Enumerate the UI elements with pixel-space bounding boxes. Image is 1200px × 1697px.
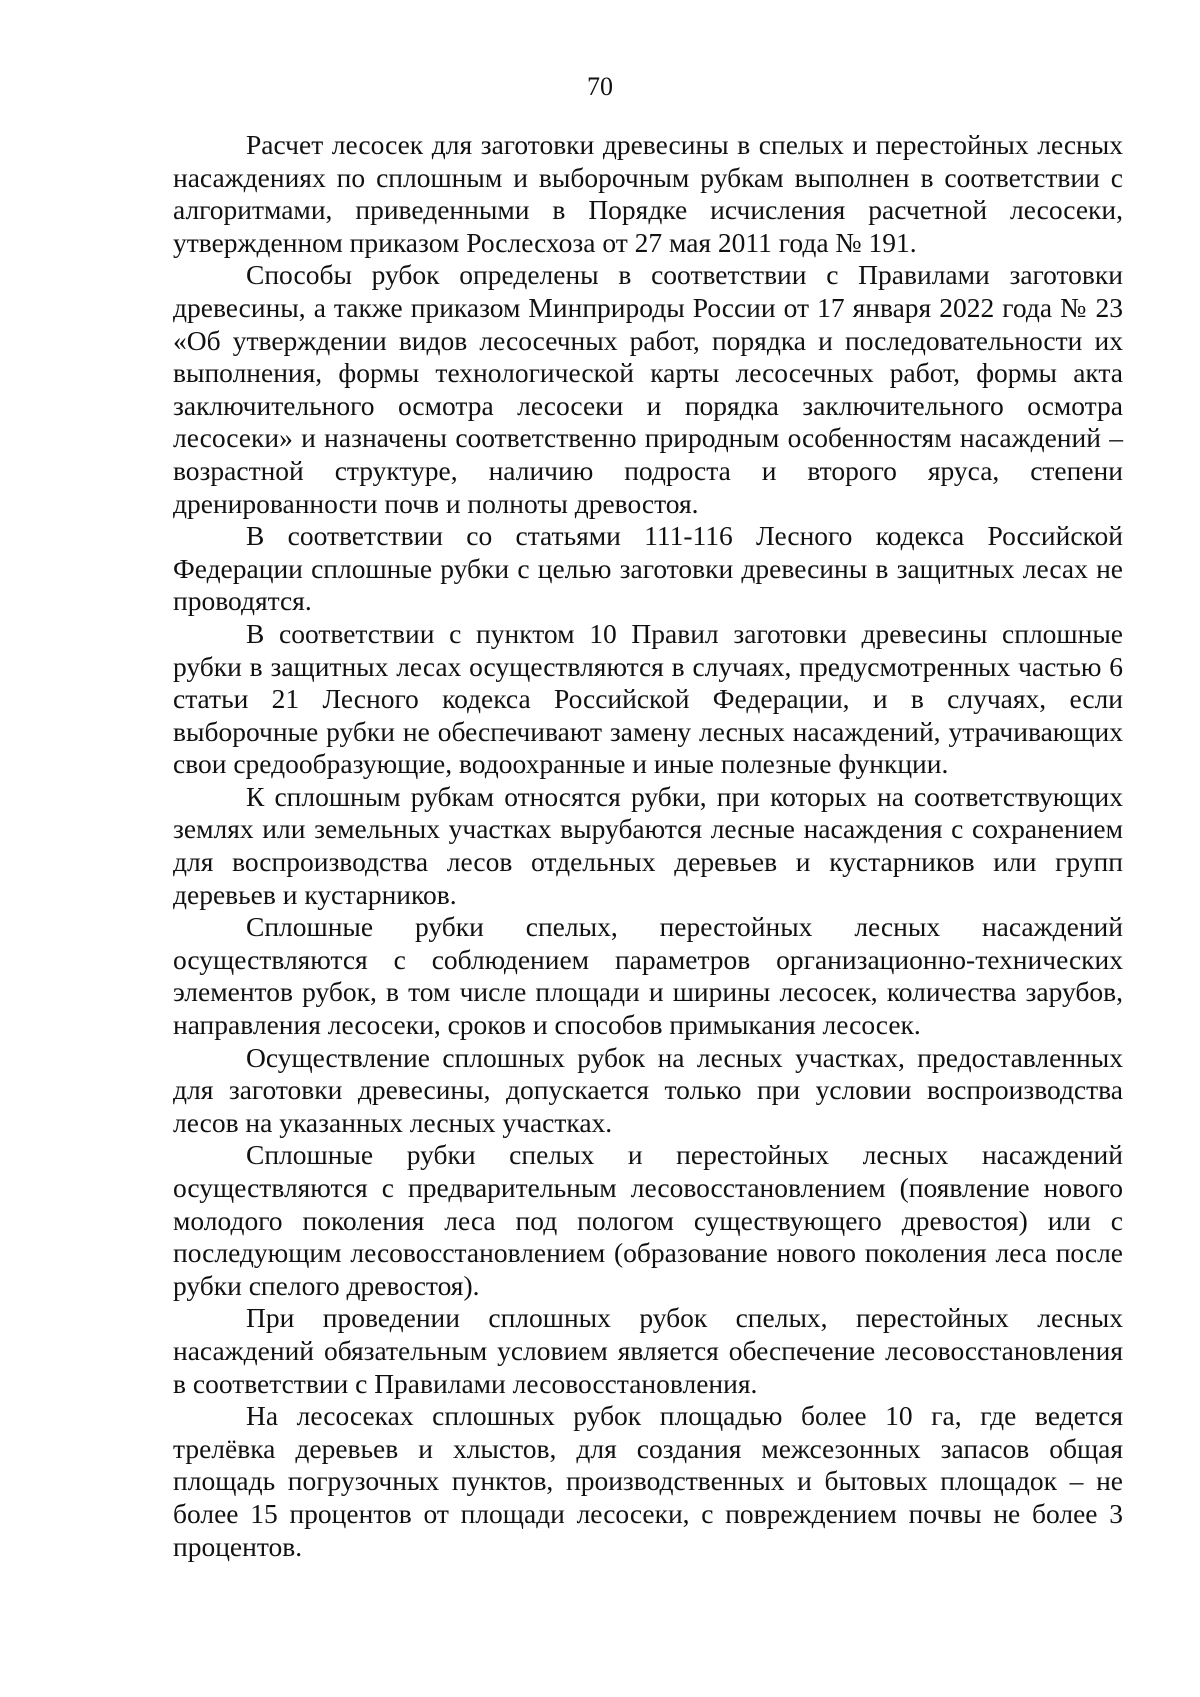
page-number: 70	[587, 72, 613, 101]
paragraph-6: Сплошные рубки спелых, перестойных лесных насаждений осуществляются с соблюдением параметров организационно-технических элементов рубок, в том числе площади и ширины лесосек, количества зарубов, направления лесосеки, сроков и способов примыкания лесосек.	[173, 911, 1123, 1041]
paragraph-3: В соответствии со статьями 111-116 Лесного кодекса Российской Федерации сплошные рубки с целью заготовки древесины в защитных лесах не проводятся.	[173, 520, 1123, 617]
paragraph-10: На лесосеках сплошных рубок площадью более 10 га, где ведется трелёвка деревьев и хлыстов, для создания межсезонных запасов общая площадь погрузочных пунктов, производственных и бытовых площадок – не более 15 процентов от площади лесосеки, с повреждением почвы не более 3 процентов.	[173, 1400, 1123, 1562]
paragraph-2: Способы рубок определены в соответствии с Правилами заготовки древесины, а также приказом Минприроды России от 17 января 2022 года № 23 «Об утверждении видов лесосечных работ, порядка и последовательности их выполнения, формы технологической карты лесосечных работ, формы акта заключительного осмотра лесосеки и порядка заключительного осмотра лесосеки» и назначены соответственно природным особенностям насаждений – возрастной структуре, наличию подроста и второго яруса, степени дренированности почв и полноты древостоя.	[173, 259, 1123, 519]
paragraph-8: Сплошные рубки спелых и перестойных лесных насаждений осуществляются с предварительным лесовосстановлением (появление нового молодого поколения леса под пологом существующего древостоя) или с последующим лесовосстановлением (образование нового поколения леса после рубки спелого древостоя).	[173, 1139, 1123, 1301]
paragraph-7: Осуществление сплошных рубок на лесных участках, предоставленных для заготовки древесины, допускается только при условии воспроизводства лесов на указанных лесных участках.	[173, 1041, 1123, 1138]
body-text	[173, 129, 1123, 1563]
paragraph-5: К сплошным рубкам относятся рубки, при которых на соответствующих землях или земельных участках вырубаются лесные насаждения с сохранением для воспроизводства лесов отдельных деревьев и кустарников или групп деревьев и кустарников.	[173, 780, 1123, 910]
paragraph-1: Расчет лесосек для заготовки древесины в спелых и перестойных лесных насаждениях по сплошным и выборочным рубкам выполнен в соответствии с алгоритмами, приведенными в Порядке исчисления расчетной лесосеки, утвержденном приказом Рослесхоза от 27 мая 2011 года № 191.	[173, 129, 1123, 258]
paragraph-9: При проведении сплошных рубок спелых, перестойных лесных насаждений обязательным условием является обеспечение лесовосстановления в соответствии с Правилами лесовосстановления.	[173, 1302, 1123, 1399]
paragraph-4: В соответствии с пунктом 10 Правил заготовки древесины сплошные рубки в защитных лесах осуществляются в случаях, предусмотренных частью 6 статьи 21 Лесного кодекса Российской Федерации, и в случаях, если выборочные рубки не обеспечивают замену лесных насаждений, утрачивающих свои средообразующие, водоохранные и иные полезные функции.	[173, 617, 1123, 780]
